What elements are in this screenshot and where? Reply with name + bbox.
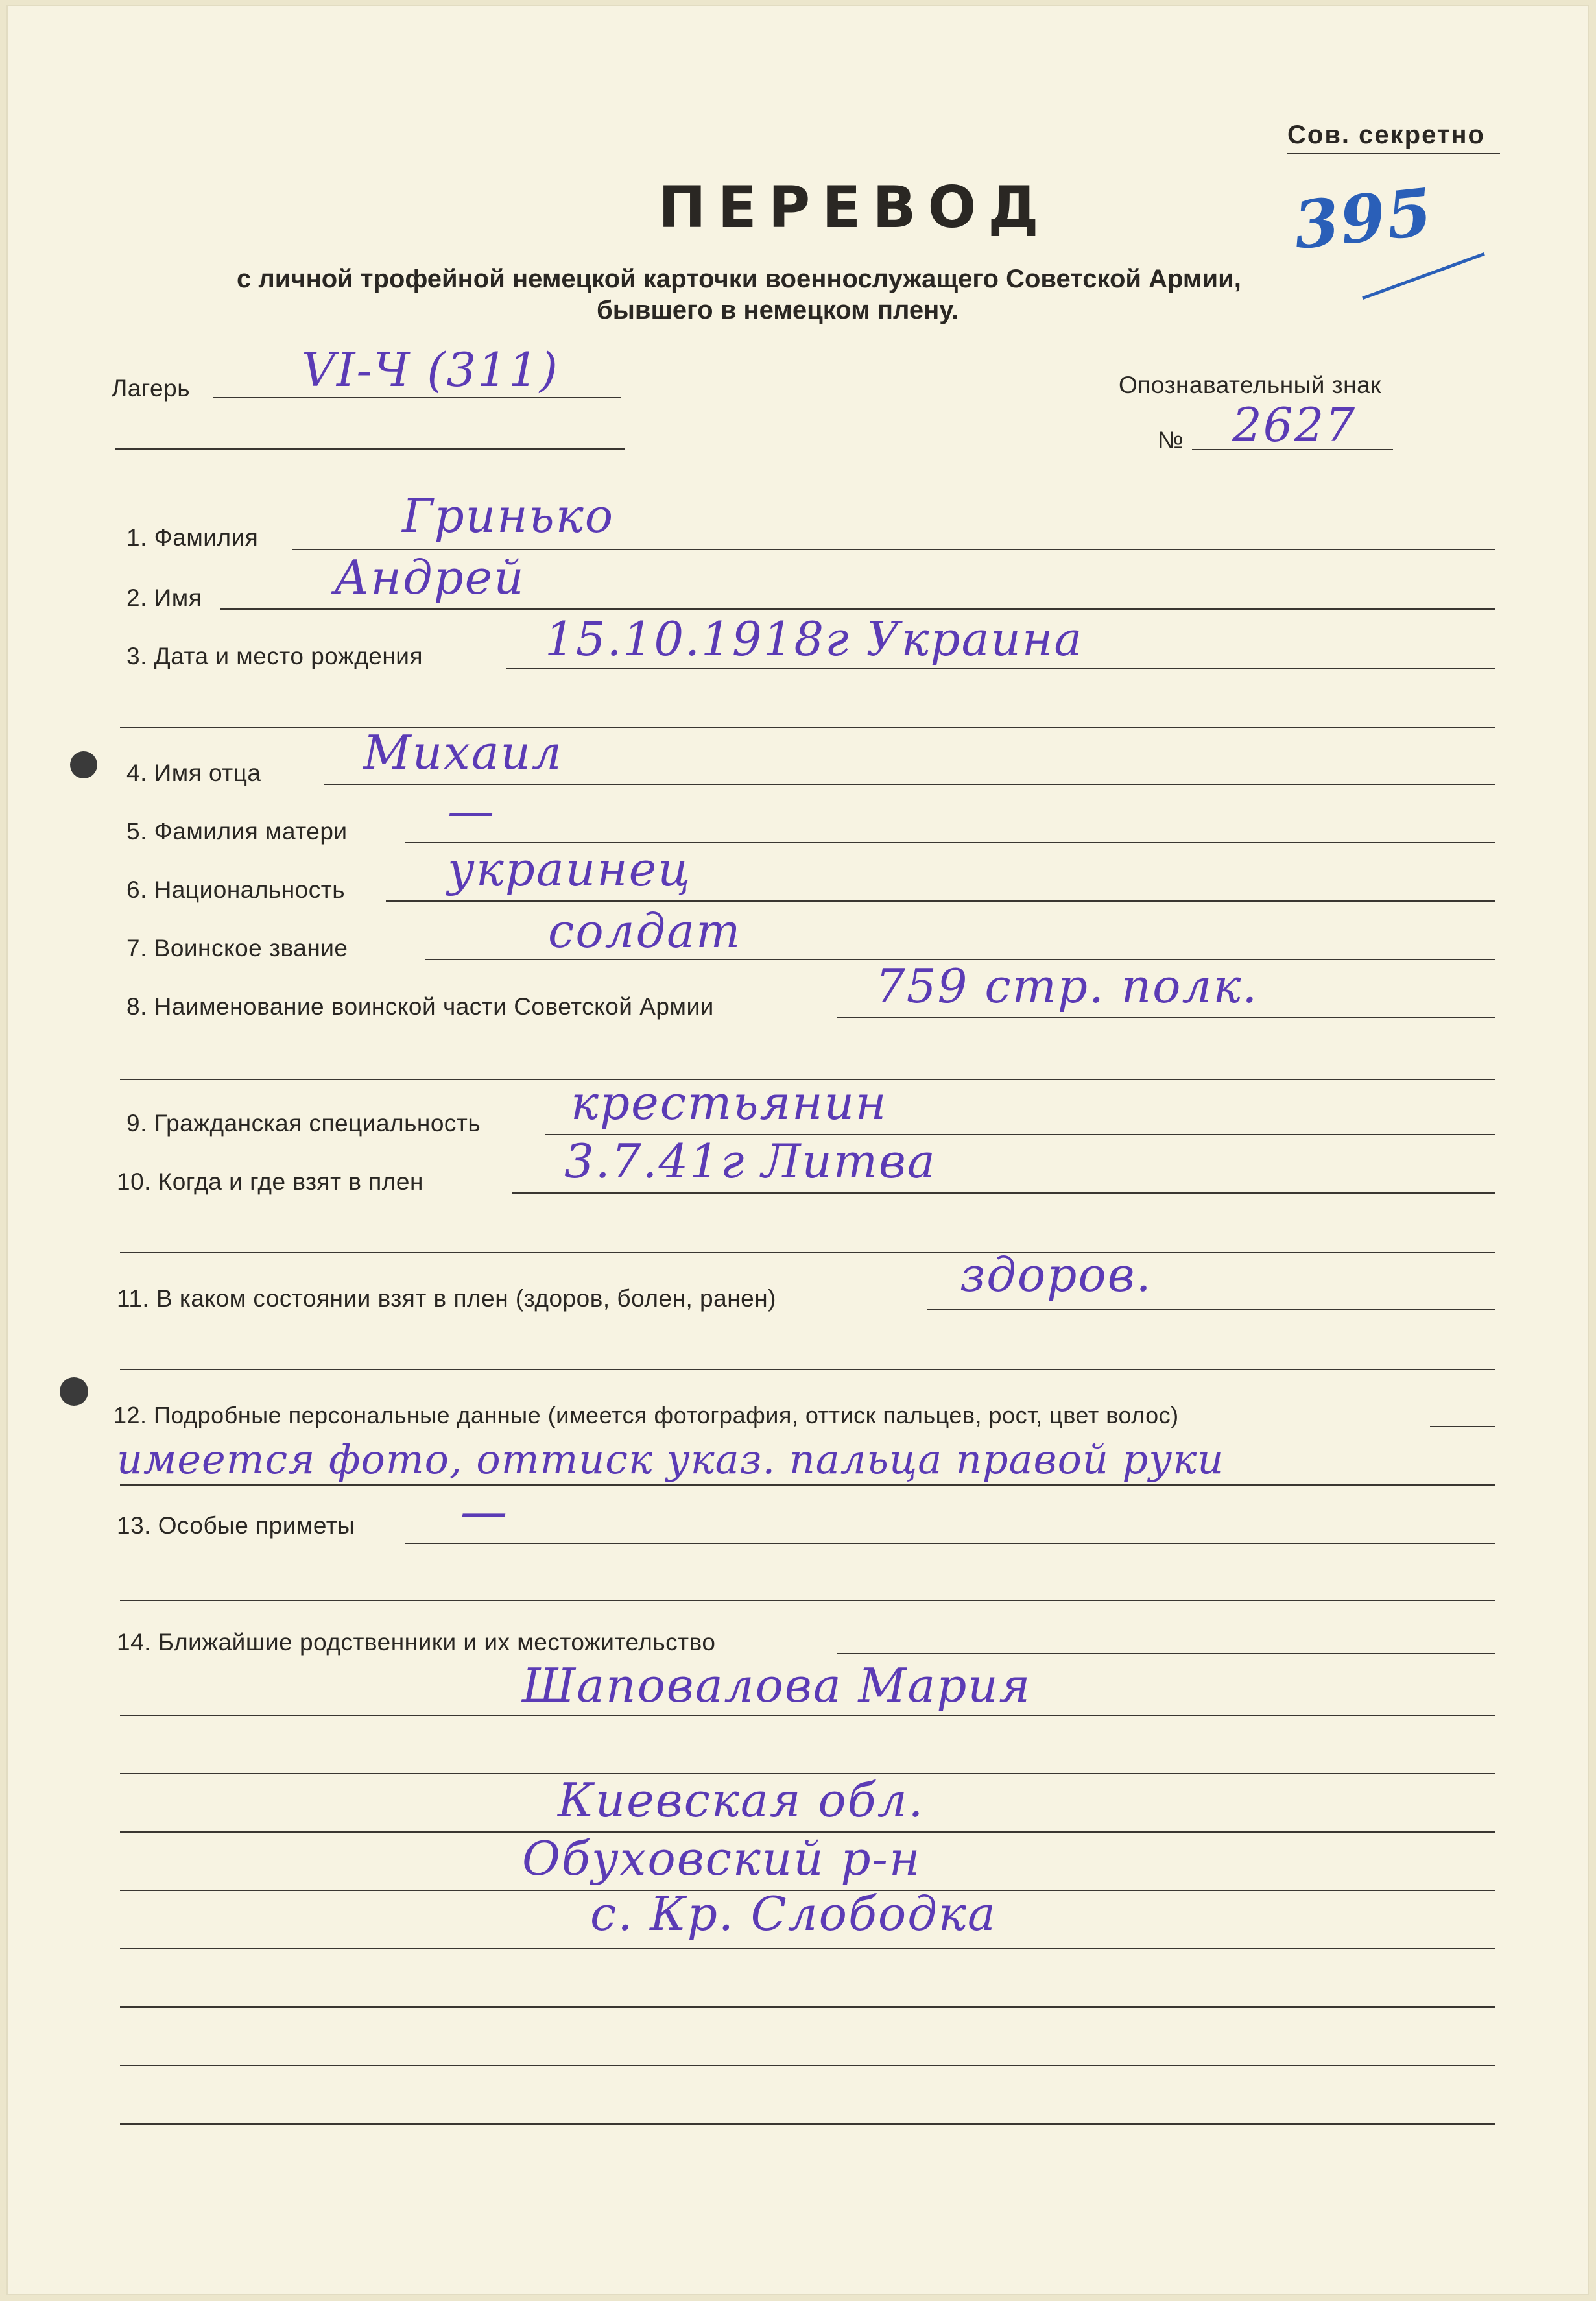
field-personal-value: имеется фото, оттиск указ. пальца правой руки	[117, 1436, 1224, 1483]
field-birth-line-2	[120, 727, 1495, 728]
field-surname-label: 1. Фамилия	[126, 524, 259, 551]
field-rank-label: 7. Воинское звание	[126, 935, 348, 961]
classification-underline	[1287, 153, 1500, 154]
field-surname-value: Гринько	[402, 488, 615, 543]
camp-label: Лагерь	[112, 375, 190, 402]
field-marks-line-2	[120, 1600, 1495, 1601]
camp-line	[213, 397, 621, 398]
document-subtitle-1: с личной трофейной немецкой карточки военнослужащего Советской Армии,	[237, 265, 1241, 293]
field-personal-line	[1430, 1426, 1495, 1427]
document-title: ПЕРЕВОД	[658, 174, 1051, 241]
field-mother-label: 5. Фамилия матери	[126, 818, 348, 845]
field-birth-line	[506, 668, 1495, 669]
field-birth-value: 15.10.1918г Украина	[545, 612, 1084, 666]
field-specialty-label: 9. Гражданская специальность	[126, 1110, 481, 1137]
field-name-line	[220, 608, 1495, 610]
field-nationality-value: украинец	[447, 842, 692, 897]
field-unit-label: 8. Наименование воинской части Советской Армии	[126, 993, 714, 1020]
field-capture-value: 3.7.41г Литва	[564, 1134, 936, 1188]
field-father-line	[324, 784, 1495, 785]
relatives-value-2: Киевская обл.	[558, 1773, 925, 1827]
id-tag-no-label: №	[1158, 427, 1184, 453]
field-birth-label: 3. Дата и место рождения	[126, 643, 423, 669]
field-unit-line	[837, 1017, 1495, 1018]
field-personal-label: 12. Подробные персональные данные (имеется фотография, оттиск пальцев, рост, цвет волос)	[113, 1402, 1179, 1428]
field-unit-value: 759 стр. полк.	[875, 959, 1259, 1013]
field-condition-label: 11. В каком состоянии взят в плен (здоров, болен, ранен)	[117, 1285, 776, 1312]
relatives-line-8	[120, 2065, 1495, 2066]
document-sheet	[6, 5, 1589, 2295]
field-relatives-line	[837, 1653, 1495, 1654]
field-marks-value: —	[460, 1484, 508, 1539]
field-father-label: 4. Имя отца	[126, 760, 261, 786]
punch-hole-bottom	[60, 1377, 88, 1406]
relatives-value-1: Шаповалова Мария	[522, 1658, 1032, 1713]
relatives-line-7	[120, 2006, 1495, 2008]
field-relatives-label: 14. Ближайшие родственники и их местожительство	[117, 1629, 716, 1656]
field-marks-label: 13. Особые приметы	[117, 1512, 355, 1539]
document-subtitle-2: бывшего в немецком плену.	[597, 296, 959, 324]
relatives-line-6	[120, 1948, 1495, 1949]
archive-number-stroke	[1362, 252, 1485, 300]
field-father-value: Михаил	[363, 725, 563, 780]
field-nationality-line	[386, 900, 1495, 902]
relatives-value-3: Обуховский р-н	[522, 1831, 922, 1886]
camp-line-2	[115, 448, 625, 450]
field-name-value: Андрей	[334, 550, 525, 605]
field-nationality-label: 6. Национальность	[126, 876, 345, 903]
relatives-line-2	[120, 1715, 1495, 1716]
field-personal-line-2	[120, 1484, 1495, 1486]
field-capture-label: 10. Когда и где взят в плен	[117, 1168, 423, 1195]
field-name-label: 2. Имя	[126, 584, 202, 611]
field-condition-line-2	[120, 1369, 1495, 1370]
relatives-value-4: с. Кр. Слободка	[590, 1886, 997, 1941]
field-mother-value: —	[447, 784, 495, 838]
field-capture-line-2	[120, 1252, 1495, 1253]
field-condition-line	[927, 1309, 1495, 1310]
field-rank-value: солдат	[548, 904, 742, 958]
punch-hole-top	[70, 751, 97, 778]
field-specialty-value: крестьянин	[571, 1076, 888, 1130]
id-tag-value: 2627	[1232, 398, 1357, 452]
id-tag-label: Опознавательный знак	[1119, 372, 1381, 398]
archive-number: 395	[1290, 173, 1437, 264]
relatives-line-9	[120, 2123, 1495, 2125]
camp-value: VI-Ч (311)	[302, 343, 559, 397]
field-capture-line	[512, 1192, 1495, 1194]
field-condition-value: здоров.	[960, 1247, 1152, 1302]
field-marks-line	[405, 1543, 1495, 1544]
classification-stamp: Сов. секретно	[1287, 121, 1485, 149]
